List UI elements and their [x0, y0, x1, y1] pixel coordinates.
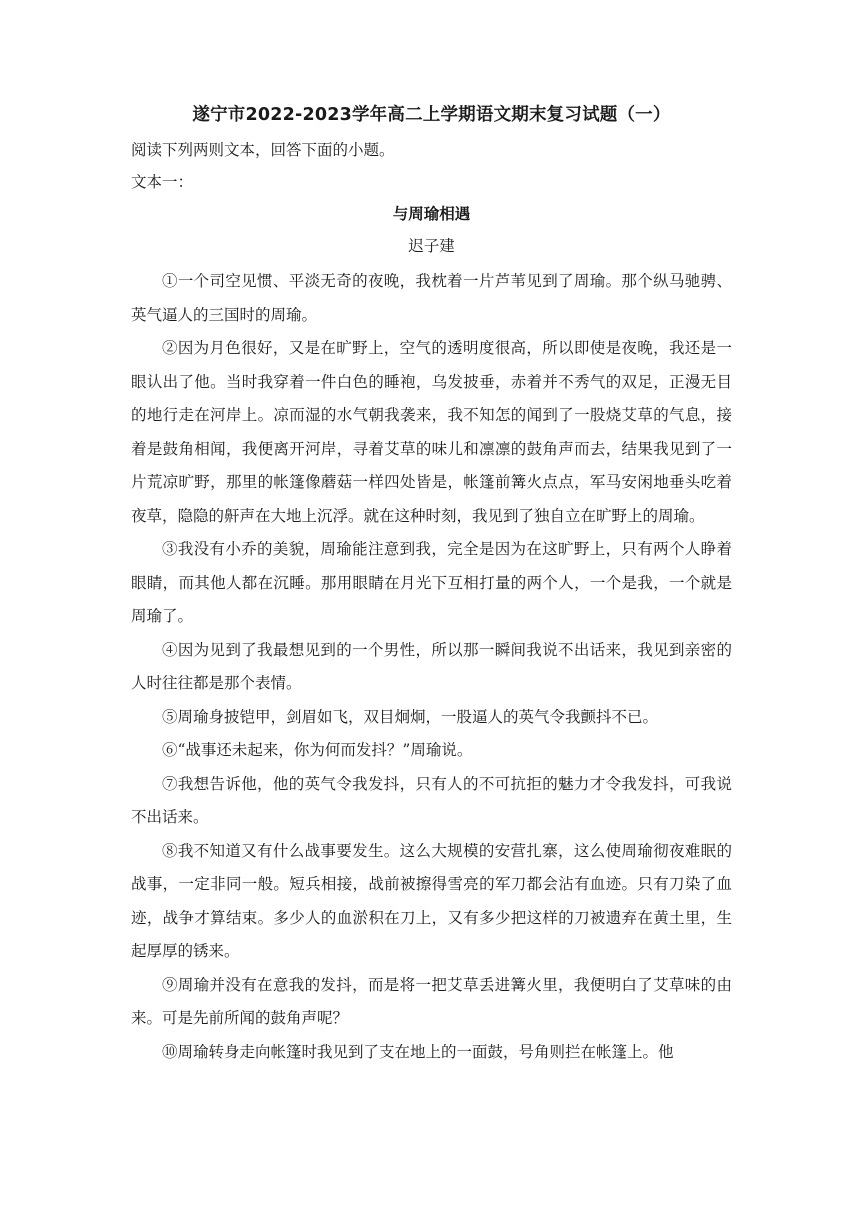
article-title: 与周瑜相遇 [392, 205, 471, 223]
document-title: 遂宁市2022-2023学年高二上学期语文期末复习试题（一） [192, 105, 671, 125]
article-author: 迟子建 [408, 237, 455, 255]
paragraph-5: ⑤周瑜身披铠甲，剑眉如飞，双目炯炯，一股逼人的英气令我颤抖不已。 [162, 707, 659, 726]
paragraph-10: ⑩周瑜转身走向帐篷时我见到了支在地上的一面鼓，号角则拦在帐篷上。他 [162, 1042, 674, 1061]
article-body [131, 265, 732, 1069]
paragraph-6: ⑥“战事还未起来，你为何而发抖？”周瑜说。 [162, 741, 473, 759]
text-label: 文本一： [131, 173, 194, 191]
paragraph-8: ⑧我不知道又有什么战事要发生。这么大规模的安营扎寨，这么使周瑜彻夜难眠的战事，一定非同一般。短兵相接，战前被擦得雪亮的军刀都会沾有血迹。只有刀染了血迹，战争才算结束。多少人的血淤积在刀上，又有多少把这样的刀被遗弃在黄土里，生起厚厚的锈来。 [131, 841, 732, 960]
paragraph-9: ⑨周瑜并没有在意我的发抖，而是将一把艾草丢进篝火里，我便明白了艾草味的由来。可是先前所闻的鼓角声呢？ [131, 975, 732, 1027]
paragraph-4: ④因为见到了我最想见到的一个男性，所以那一瞬间我说不出话来，我见到亲密的人时往往都是那个表情。 [131, 640, 732, 692]
paragraph-3: ③我没有小乔的美貌，周瑜能注意到我，完全是因为在这旷野上，只有两个人睁着眼睛，而其他人都在沉睡。那用眼睛在月光下互相打量的两个人，一个是我，一个就是周瑜了。 [131, 540, 732, 625]
paragraph-1: ①一个司空见惯、平淡无奇的夜晚，我枕着一片芦苇见到了周瑜。那个纵马驰骋、英气逼人的三国时的周瑜。 [131, 272, 732, 324]
paragraph-7: ⑦我想告诉他，他的英气令我发抖，只有人的不可抗拒的魅力才令我发抖，可我说不出话来。 [131, 774, 732, 826]
paragraph-2: ②因为月色很好，又是在旷野上，空气的透明度很高，所以即使是夜晚，我还是一眼认出了他。当时我穿着一件白色的睡袍，乌发披垂，赤着并不秀气的双足，正漫无目的地行走在河岸上。凉而湿的水气朝我袭来，我不知怎的闻到了一股烧艾草的气息，接着是鼓角相闻，我便离开河岸，寻着艾草的味儿和凛凛的鼓角声而去，结果我见到了一片荒凉旷野，那里的帐篷像蘑菇一样四处皆是，帐篷前篝火点点，军马安闲地垂头吃着夜草，隐隐的鼾声在大地上沉浮。就在这种时刻，我见到了独自立在旷野上的周瑜。 [131, 339, 732, 525]
instruction-text: 阅读下列两则文本，回答下面的小题。 [131, 141, 395, 159]
